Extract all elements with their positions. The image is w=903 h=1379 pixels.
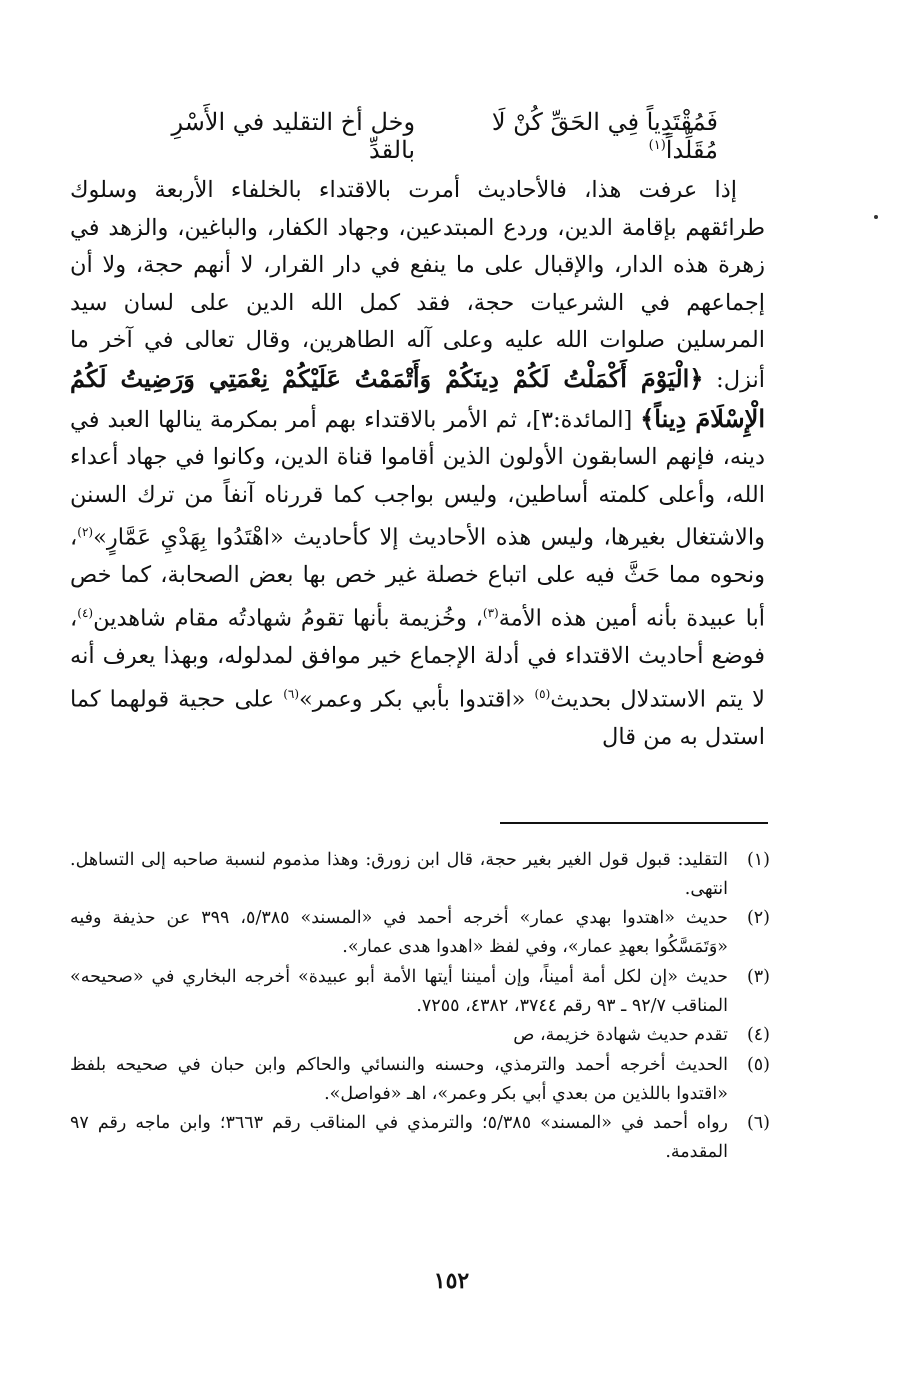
verse-first-hemistich: فَمُقْتَدِياً فِي الحَقِّ كُنْ لَا مُقَلِّداً$^{(١)}$ (491, 108, 718, 164)
verse-second-hemistich: وخل أخ التقليد في الأَسْرِ بالقدِّ (171, 108, 416, 164)
paragraph: إذا عرفت هذا، فالأحاديث أمرت بالاقتداء بالخلفاء الأربعة وسلوك طرائقهم بإقامة الدين، وردع المبتدعين، وجهاد الكفار، والباغين، والزهد في زهرة هذه الدار، والإقبال على ما ينفع في دار القرار، لا أنهم حجة، ولا أن إجماعهم في الشرعيات حجة، فقد كمل الله الدين على لسان سيد المرسلين صلوات الله عليه وعلى آله الطاهرين، وقال تعالى في آخر ما أنزل: ﴿الْيَوْمَ أَكْمَلْتُ لَكُمْ دِينَكُمْ وَأَتْمَمْتُ عَلَيْكُمْ نِعْمَتِي وَرَضِيتُ لَكُمُ الْإِسْلَامَ دِيناً﴾ [المائدة:٣]، ثم الأمر بالاقتداء بهم أمر بمكرمة ينالها العبد في دينه، فإنهم السابقون الأولون الذين أقاموا قناة الدين، وكانوا في جهاد أعداء الله، وأعلى كلمته أساطين، وليس بواجب كما قررناه آنفاً من ترك السنن والاشتغال بغيرها، وليس هذه الأحاديث إلا كأحاديث «اهْتَدُوا بِهَدْيِ عَمَّارٍ»$^{(٢)}$، ونحوه مما حَثَّ فيه على اتباع خصلة غير خص بها بعض الصحابة، كما خص أبا عبيدة بأنه أمين هذه الأمة$^{(٣)}$، وخُزيمة بأنها تقومُ شهادتُه مقام شاهدين$^{(٤)}$، فوضع أحاديث الاقتداء في أدلة الإجماع خير موافق لمدلوله، وبهذا يعرف أنه لا يتم الاستدلال بحديث$^{(٥)}$ «اقتدوا بأبي بكر وعمر»$^{(٦)}$ على حجية قولهما كما استدل به من قال (70, 177, 766, 750)
footnote-divider (500, 822, 768, 824)
footnote-ref: (٤) (77, 606, 94, 621)
page-number: ١٥٢ (433, 1268, 470, 1294)
footnote (70, 846, 770, 903)
footnote-number: (٦) (746, 1113, 770, 1134)
footnote-text: تقدم حديث شهادة خزيمة، ص (513, 1025, 728, 1046)
footnote (70, 904, 770, 961)
poetry-verse (118, 108, 718, 164)
footnote-ref: (٦) (283, 686, 300, 701)
footnote-ref: (١) (648, 138, 666, 153)
footnote-ref: (٢) (77, 525, 94, 540)
footnote-ref: (٣) (482, 606, 499, 621)
footnote-number: (٢) (746, 908, 770, 929)
footnote-number: (١) (746, 850, 770, 870)
footnote-number: (٤) (746, 1025, 770, 1046)
footnote (70, 1109, 770, 1166)
footnotes-section (70, 846, 770, 1168)
margin-mark (874, 215, 878, 219)
main-paragraph (70, 172, 765, 756)
footnote-text: التقليد: قبول قول الغير بغير حجة، قال ابن زورق: وهذا مذموم لنسبة صاحبه إلى التساهل. انتهى. (70, 850, 728, 899)
footnote-number: (٥) (746, 1054, 770, 1075)
footnote-text: حديث «إن لكل أمة أميناً، وإن أميننا أيتها الأمة أبو عبيدة» أخرجه البخاري في «صحيحه» المناقب ٩٢/٧ ـ ٩٣ رقم ٣٧٤٤، ٤٣٨٢، ٧٢٥٥. (70, 966, 728, 1016)
footnote-number: (٣) (746, 966, 770, 987)
footnote (70, 963, 770, 1020)
footnote (70, 1051, 770, 1108)
footnote-text: حديث «اهتدوا بهدي عمار» أخرجه أحمد في «المسند» ٥/٣٨٥، ٣٩٩ عن حذيفة وفيه «وَتَمَسَّكُوا بعهدِ عمار»، وفي لفظ «اهدوا هدى عمار». (70, 908, 728, 958)
footnote-text: الحديث أخرجه أحمد والترمذي، وحسنه والنسائي والحاكم وابن حبان في صحيحه بلفظ «اقتدوا باللذين من بعدي أبي بكر وعمر»، اهـ «فواصل». (70, 1054, 728, 1104)
footnote-text: رواه أحمد في «المسند» ٥/٣٨٥؛ والترمذي في المناقب رقم ٣٦٦٣؛ وابن ماجه رقم ٩٧ المقدمة. (70, 1113, 728, 1163)
quran-verse: ﴿الْيَوْمَ أَكْمَلْتُ لَكُمْ دِينَكُمْ وَأَتْمَمْتُ عَلَيْكُمْ نِعْمَتِي وَرَضِيتُ لَكُمُ الْإِسْلَامَ دِيناً﴾ (70, 363, 766, 433)
footnote-ref: (٥) (534, 686, 551, 701)
footnote (70, 1021, 770, 1050)
